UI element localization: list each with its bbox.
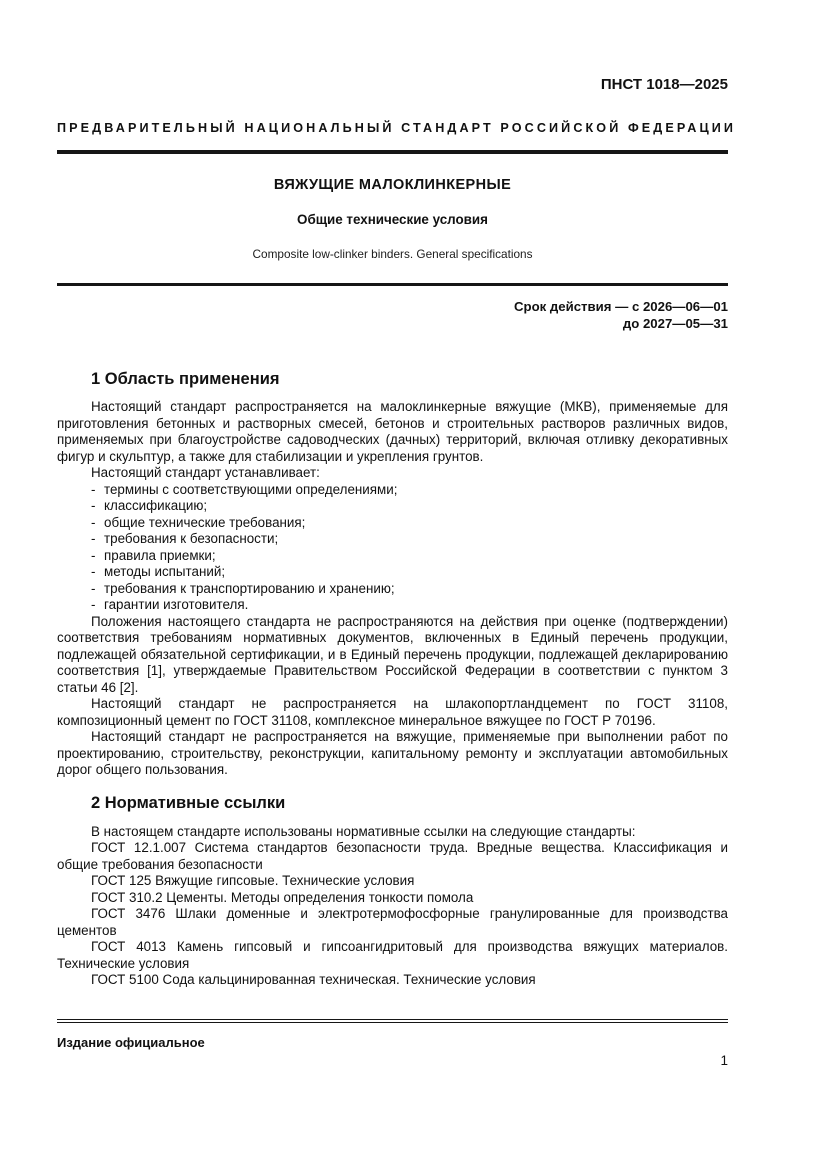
list-item xyxy=(57,597,728,614)
reference-item: ГОСТ 12.1.007 Система стандартов безопасности труда. Вредные вещества. Классификация и общие требования безопасности xyxy=(57,840,728,872)
title-main: ВЯЖУЩИЕ МАЛОКЛИНКЕРНЫЕ xyxy=(273,177,512,193)
reference-item: ГОСТ 5100 Сода кальцинированная техническая. Технические условия xyxy=(91,972,536,987)
section-1-paragraph: Настоящий стандарт не распространяется на вяжущие, применяемые при выполнении работ по проектированию, строительству, реконструкции, капитальному ремонту и эксплуатации автомобильных дорог общего пользования. xyxy=(57,729,728,777)
list-item xyxy=(57,531,728,548)
title-subtitle: Общие технические условия xyxy=(297,212,488,227)
list-item-text: требования к транспортированию и хранению; xyxy=(104,580,395,596)
horizontal-rule-top xyxy=(57,150,728,154)
official-edition-note: Издание официальное xyxy=(57,1035,205,1050)
document-body xyxy=(57,369,728,989)
section-1-paragraph: Настоящий стандарт не распространяется на шлакопортландцемент по ГОСТ 31108, композиционный цемент по ГОСТ 31108, комплексное минеральное вяжущее по ГОСТ Р 70196. xyxy=(57,696,728,728)
validity-from: Срок действия — с 2026—06—01 xyxy=(514,299,728,314)
list-item-text: общие технические требования; xyxy=(104,514,306,530)
list-item xyxy=(57,515,728,532)
list-item-text: требования к безопасности; xyxy=(104,531,279,546)
list-item-text: термины с соответствующими определениями; xyxy=(104,481,398,497)
list-item xyxy=(57,548,728,565)
list-item xyxy=(57,564,728,581)
standard-type-banner: ПРЕДВАРИТЕЛЬНЫЙ НАЦИОНАЛЬНЫЙ СТАНДАРТ РОССИЙСКОЙ ФЕДЕРАЦИИ xyxy=(57,121,737,135)
list-item-text: правила приемки; xyxy=(104,547,216,563)
footer-rule xyxy=(57,1019,728,1023)
list-dash: - xyxy=(91,498,96,513)
section-2-intro: В настоящем стандарте использованы нормативные ссылки на следующие стандарты: xyxy=(91,823,636,839)
section-1-heading: 1 Область применения xyxy=(91,370,280,388)
list-dash: - xyxy=(91,564,96,579)
list-dash: - xyxy=(91,597,96,612)
section-1-paragraph: Настоящий стандарт распространяется на малоклинкерные вяжущие (МКВ), применяемые для приготовления бетонных и растворных смесей, бетонов и строительных растворов различных видов, применяемых при благоустройстве садоводческих (дачных) территорий, включая отливку декоративных фигур и скульптур, а также для стабилизации и укрепления грунтов. xyxy=(57,399,728,464)
list-dash: - xyxy=(91,531,96,546)
horizontal-rule-title-bottom xyxy=(57,283,728,286)
list-dash: - xyxy=(91,580,96,596)
list-dash: - xyxy=(91,481,96,497)
title-block xyxy=(57,177,728,261)
list-item-text: методы испытаний; xyxy=(104,564,226,579)
list-dash: - xyxy=(91,547,96,563)
list-dash: - xyxy=(91,514,96,530)
list-item-text: классификацию; xyxy=(104,498,208,513)
page-number: 1 xyxy=(720,1053,728,1068)
section-2-heading: 2 Нормативные ссылки xyxy=(91,793,286,812)
reference-item: ГОСТ 4013 Камень гипсовый и гипсоангидритовый для производства вяжущих материалов. Технические условия xyxy=(57,939,728,971)
validity-to: до 2027—05—31 xyxy=(622,315,728,331)
list-item xyxy=(57,581,728,598)
validity-dates xyxy=(57,299,728,332)
doc-number: ПНСТ 1018—2025 xyxy=(600,76,728,93)
list-item xyxy=(57,498,728,515)
reference-item: ГОСТ 310.2 Цементы. Методы определения тонкости помола xyxy=(91,889,474,905)
reference-item: ГОСТ 125 Вяжущие гипсовые. Технические условия xyxy=(91,873,415,888)
title-english: Composite low-clinker binders. General specifications xyxy=(252,247,533,261)
section-1-paragraph: Настоящий стандарт устанавливает: xyxy=(91,465,320,480)
section-1-paragraph: Положения настоящего стандарта не распространяются на действия при оценке (подтверждении) соответствия требованиям нормативных документов, включенных в Единый перечень продукции, подлежащей обязательной сертификации, и в Единый перечень продукции, подлежащей декларированию соответствия [1], утверждаемые Правительством Российской Федерации в соответствии с пунктом 3 статьи 46 [2]. xyxy=(57,613,728,695)
reference-item: ГОСТ 3476 Шлаки доменные и электротермофосфорные гранулированные для производства цементов xyxy=(57,906,728,938)
list-item xyxy=(57,482,728,499)
list-item-text: гарантии изготовителя. xyxy=(104,597,249,612)
